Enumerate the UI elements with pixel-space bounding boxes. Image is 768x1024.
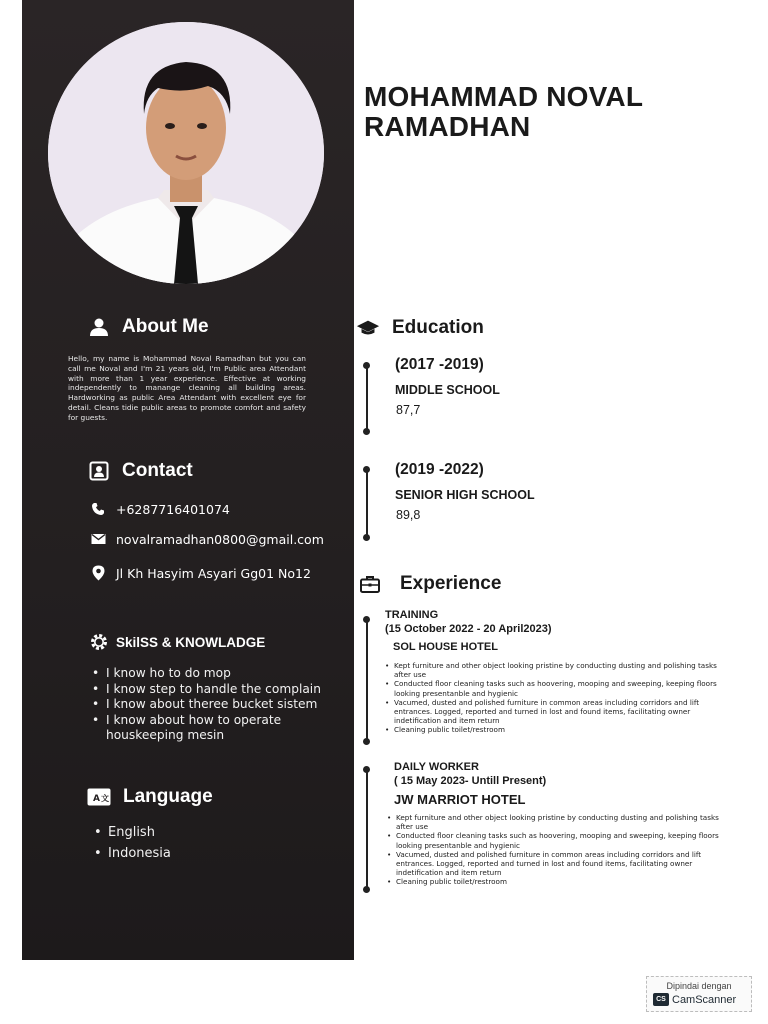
language-title-text: Language [123,786,213,807]
name-line-2: RAMADHAN [364,111,531,142]
contact-address [90,565,311,581]
duty-item: • Vacumed, dusted and polished furniture in common areas including corridors and lift entrances. Logged, reported and turned in lost and found items, facilitating owner indetification and item return [384,698,730,726]
location-pin-icon [90,565,106,581]
name-line-1: MOHAMMAD NOVAL [364,81,644,112]
timeline-dot [363,886,370,893]
watermark-brand-name: CamScanner [672,993,737,1006]
timeline-dot [363,362,370,369]
profile-photo [48,22,324,284]
education-title-text: Education [392,317,484,338]
timeline-dot [363,466,370,473]
language-list [92,822,292,864]
timeline-dot [363,534,370,541]
experience-section-title [358,572,501,596]
experience-duties [384,661,730,735]
address-text: Jl Kh Hasyim Asyari Gg01 No12 [116,565,311,581]
timeline-dot [363,428,370,435]
education-score: 87,7 [396,403,421,417]
skill-item: • I know step to handle the complain [90,682,340,698]
duty-item: • Conducted floor cleaning tasks such as hoovering, mooping and sweeping, keeping floors looking presentanble and hygienic [384,679,730,697]
contact-title-text: Contact [122,460,193,481]
duty-item: • Cleaning public toilet/restroom [384,725,730,734]
education-school: SENIOR HIGH SCHOOL [395,488,535,502]
watermark-brand [653,993,736,1006]
education-section-title [356,316,484,340]
experience-period: ( 15 May 2023- Untill Present) [394,775,547,787]
graduation-cap-icon [356,316,380,340]
education-school: MIDDLE SCHOOL [395,383,500,397]
experience-role: DAILY WORKER [394,761,479,773]
about-section-title [88,316,209,338]
experience-duties [386,813,726,887]
gear-icon [88,631,110,653]
scanner-watermark [646,976,752,1012]
education-years: (2017 -2019) [395,356,484,373]
svg-text:文: 文 [101,794,109,803]
timeline-line [366,366,368,432]
envelope-icon [90,531,106,547]
email-address: novalramadhan0800@gmail.com [116,531,324,547]
education-score: 89,8 [396,508,421,522]
id-card-icon [88,460,110,482]
experience-title-text: Experience [400,573,502,594]
timeline-dot [363,616,370,623]
language-section-title [87,786,213,808]
user-icon [88,316,110,338]
translate-icon [87,786,111,808]
duty-item: • Vacumed, dusted and polished furniture in common areas including corridors and lift entrances. Logged, reported and turned in lost and found items, facilitating owner indetification and item return [386,850,726,878]
experience-company: SOL HOUSE HOTEL [393,641,498,653]
skill-item: • I know about theree bucket sistem [90,697,340,713]
briefcase-icon [358,572,382,596]
skills-section-title [88,631,265,653]
experience-company: JW MARRIOT HOTEL [394,792,526,807]
camscanner-logo-icon: CS [653,993,669,1006]
duty-item: • Conducted floor cleaning tasks such as hoovering, mooping and sweeping, keeping floors looking presentanble and hygienic [386,831,726,849]
skill-item: • I know about how to operate houskeeping mesin [90,713,340,744]
phone-number: +6287716401074 [116,501,230,517]
skill-item: • I know ho to do mop [90,666,340,682]
about-title-text: About Me [122,316,209,337]
phone-icon [90,501,106,517]
timeline-dot [363,738,370,745]
person-name [364,82,643,142]
duty-item: • Kept furniture and other object looking pristine by conducting dusting and polishing tasks after use [384,661,730,679]
timeline-line [366,470,368,538]
duty-item: • Kept furniture and other object looking pristine by conducting dusting and polishing tasks after use [386,813,726,831]
experience-role: TRAINING [385,609,439,621]
about-text: Hello, my name is Mohammad Noval Ramadhan but you can call me Noval and I'm 21 years old, I'm Public area Attendant with more than 1 year experience. Effective at working independently to manange cleaning all building areas. Hardworking as public Area Attendant with excellent eye for detail. Cleans tidie public areas to promote comfort and safety for guests. [68,354,306,422]
contact-section-title [88,460,193,482]
experience-period: (15 October 2022 - 20 April2023) [385,623,552,635]
language-item: • English [92,822,292,843]
duty-item: • Cleaning public toilet/restroom [386,877,726,886]
contact-phone [90,501,230,517]
contact-email [90,531,324,547]
timeline-line [366,770,368,890]
svg-text:A: A [93,794,100,804]
timeline-dot [363,766,370,773]
education-years: (2019 -2022) [395,461,484,478]
skills-list [90,666,340,744]
watermark-caption: Dipindai dengan [666,981,732,991]
skills-title-text: SkilSS & KNOWLADGE [116,634,266,650]
language-item: • Indonesia [92,843,292,864]
timeline-line [366,620,368,742]
